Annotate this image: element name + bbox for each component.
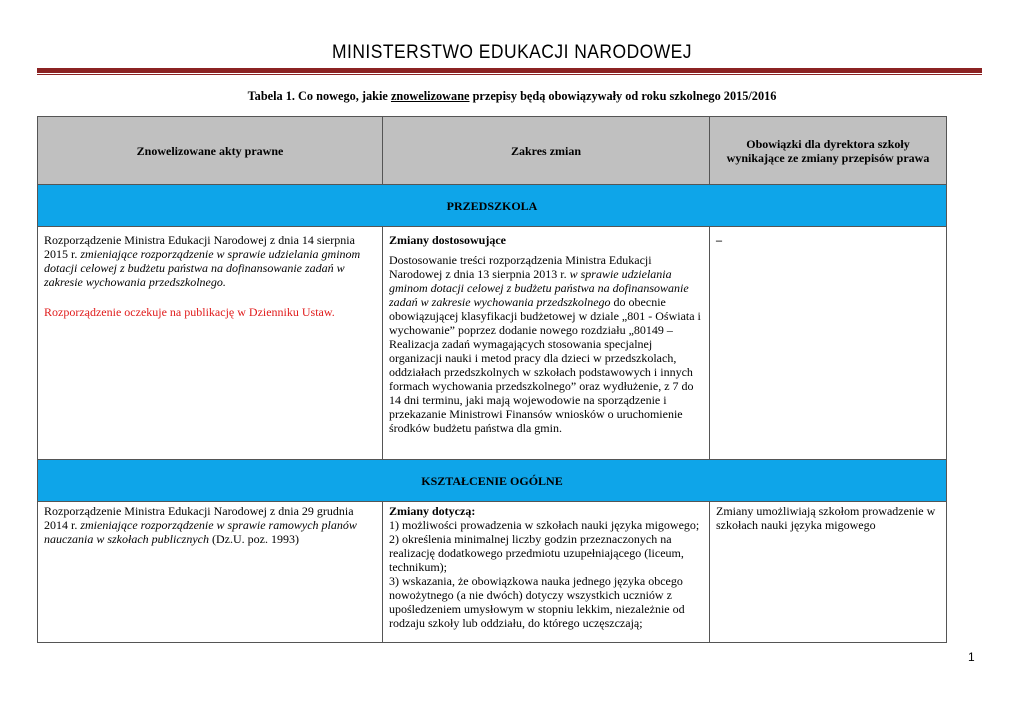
caption-underlined: znowelizowane	[390, 89, 470, 103]
page-number: 1	[968, 650, 975, 664]
header-rule-thin	[37, 74, 982, 75]
row2-act-tail: (Dz.U. poz. 1993)	[208, 532, 299, 546]
header-rule	[37, 68, 982, 73]
header-cell-scope: Zakres zmian	[383, 117, 710, 185]
row1-scope-lead: Dostosowanie treści rozporządzenia Ministra Edukacji Narodowej z dnia 13 sierpnia 2013 r.	[389, 253, 652, 281]
header-cell-acts: Znowelizowane akty prawne	[38, 117, 383, 185]
section-title-preschool: PRZEDSZKOLA	[38, 185, 947, 227]
row2-act-italic: zmieniające rozporządzenie w sprawie ramowych planów nauczania w szkołach publicznych	[44, 518, 357, 546]
row2-act-text	[44, 504, 376, 546]
list-item: 3) wskazania, że obowiązkowa nauka jednego języka obcego nowożytnego (a nie dwóch) dotyczy wszystkich uczniów z upośledzeniem umysłowym w stopniu lekkim, niezależnie od rodzaju szkoły lub oddziału, do którego uczęszczają;	[389, 574, 685, 630]
section-row-preschool	[38, 185, 947, 227]
row1-scope-text	[389, 253, 703, 435]
row2-act-lead: Rozporządzenie Ministra Edukacji Narodowej z dnia 29 grudnia 2014 r.	[44, 504, 354, 532]
table-row	[38, 502, 947, 643]
row2-duties-text: Zmiany umożliwiają szkołom prowadzenie w szkołach nauki języka migowego	[716, 504, 936, 532]
row2-scope-heading: Zmiany dotyczą:	[389, 504, 476, 518]
section-row-general-education	[38, 460, 947, 502]
list-item: 1) możliwości prowadzenia w szkołach nauki języka migowego;	[389, 518, 700, 532]
section-title-general-education: KSZTAŁCENIE OGÓLNE	[38, 460, 947, 502]
row1-publication-note: Rozporządzenie oczekuje na publikację w Dzienniku Ustaw.	[44, 305, 335, 319]
caption-suffix: przepisy będą obowiązywały od roku szkolnego 2015/2016	[469, 89, 777, 103]
row2-scope-cell	[383, 502, 710, 643]
row2-acts-cell	[38, 502, 383, 643]
page-header-title: MINISTERSTWO EDUKACJI NARODOWEJ	[331, 42, 692, 63]
row1-acts-cell	[38, 227, 383, 460]
row1-act-lead: Rozporządzenie Ministra Edukacji Narodowej z dnia 14 sierpnia 2015 r.	[44, 233, 355, 261]
row1-scope-italic: w sprawie udzielania gminom dotacji celowej z budżetu państwa na dofinansowanie zadań w zakresie wychowania przedszkolnego	[389, 267, 689, 309]
list-item: 2) określenia minimalnej liczby godzin przeznaczonych na realizację dodatkowego przedmiotu uzupełniającego (liceum, technikum);	[389, 532, 684, 574]
row1-scope-heading: Zmiany dostosowujące	[389, 233, 507, 247]
changes-table	[37, 116, 947, 643]
table-caption	[0, 89, 1024, 104]
row1-duties-cell	[710, 227, 947, 460]
header-cell-duties: Obowiązki dla dyrektora szkoły wynikające ze zmiany przepisów prawa	[710, 117, 947, 185]
row1-scope-cell	[383, 227, 710, 460]
table-header-row	[38, 117, 947, 185]
table-row	[38, 227, 947, 460]
row1-act-italic: zmieniające rozporządzenie w sprawie udzielania gminom dotacji celowej z budżetu państwa na dofinansowanie zadań w zakresie wychowania przedszkolnego.	[44, 247, 361, 289]
row1-scope-rest: do obecnie obowiązującej klasyfikacji budżetowej w dziale „801 - Oświata i wychowanie” poprzez dodanie nowego rozdziału „80149 – Realizacja zadań wymagających stosowania specjalnej organizacji nauki i metod pracy dla dzieci w przedszkolach, oddziałach przedszkolnych w szkołach podstawowych i innych formach wychowania przedszkolnego” oraz wydłużenie, z 7 do 14 dni terminu, jaki mają wojewodowie na sporządzenie i przekazanie Ministrowi Finansów wniosków o uruchomienie środków budżetu państwa dla gmin.	[389, 295, 701, 435]
row1-duties-dash: –	[716, 233, 722, 247]
row2-duties-cell	[710, 502, 947, 643]
row1-act-text	[44, 233, 376, 289]
caption-prefix: Tabela 1. Co nowego, jakie	[247, 89, 391, 103]
